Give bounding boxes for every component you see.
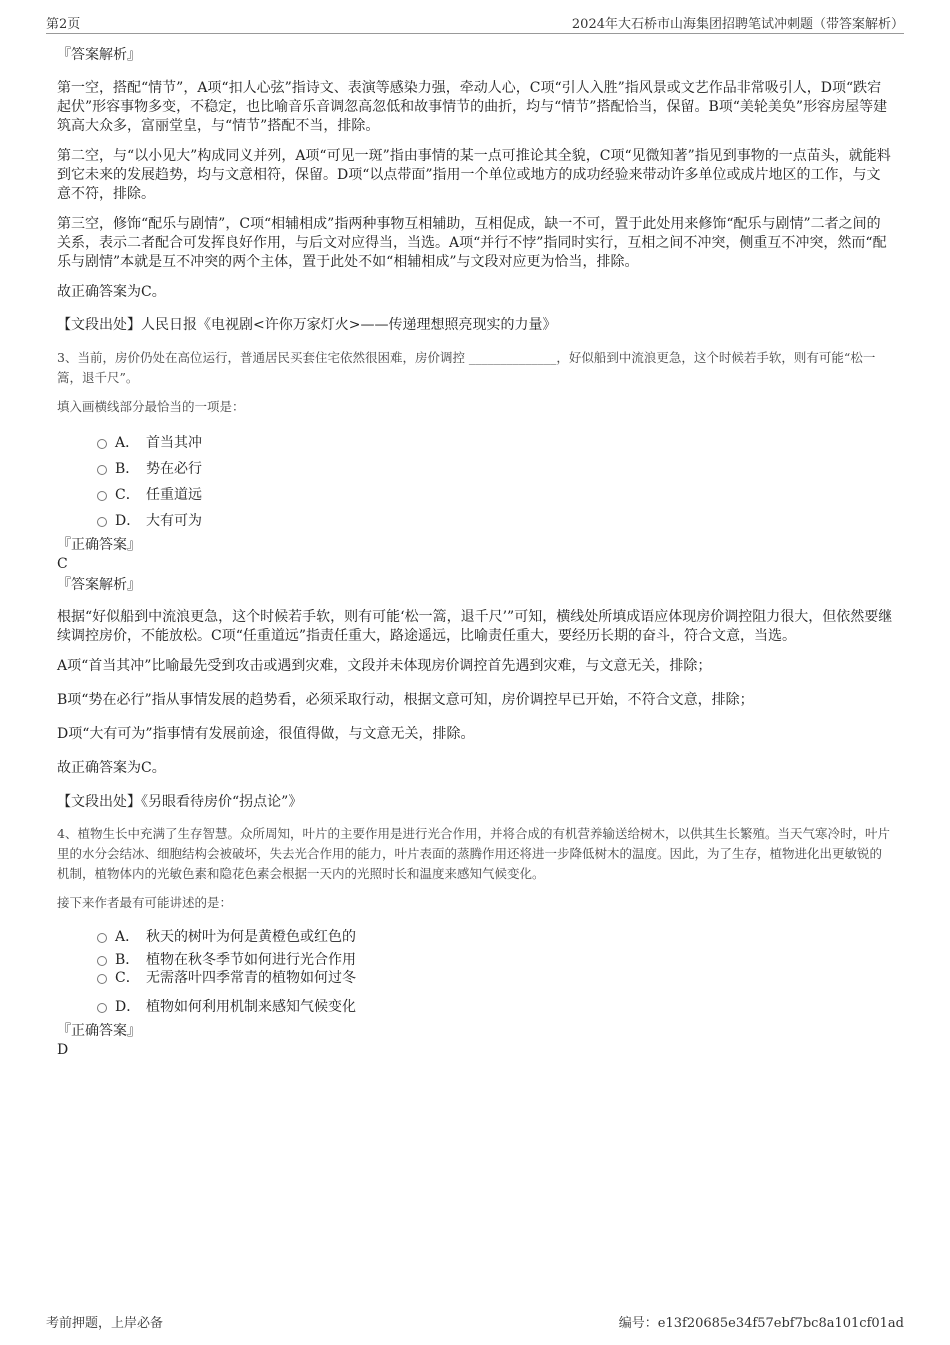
q4-option-c[interactable]: C． 无需落叶四季常青的植物如何过冬 bbox=[57, 970, 893, 994]
q4-option-d[interactable]: D． 植物如何利用机制来感知气候变化 bbox=[57, 994, 893, 1020]
q3-stem: 3、当前，房价仍处在高位运行，普通居民买套住宅依然很困难，房价调控 ______________，好似船到中流浪更急，这个时候若手软，则有可能“松一篙，退千尺”。 bbox=[57, 350, 876, 385]
page-header bbox=[46, 13, 904, 34]
radio-icon[interactable] bbox=[97, 956, 107, 966]
q4-option-a[interactable]: A． 秋天的树叶为何是黄橙色或红色的 bbox=[57, 924, 893, 950]
q3-analysis-paragraph: D项“大有可为”指事情有发展前途，很值得做，与文意无关，排除。 bbox=[57, 726, 475, 742]
document-title: 2024年大石桥市山海集团招聘笔试冲刺题（带答案解析） bbox=[571, 17, 904, 32]
q3-analysis-paragraph: B项“势在必行”指从事情发展的趋势看，必须采取行动，根据文意可知，房价调控早已开始，不符合文意，排除； bbox=[57, 692, 754, 708]
q4-options bbox=[57, 924, 893, 1020]
page-content bbox=[57, 46, 893, 1060]
q3-answer: C bbox=[57, 556, 68, 572]
q2-analysis-paragraph: 第二空，与“以小见大”构成同义并列，A项“可见一斑”指由事情的某一点可推论其全貌，C项“见微知著”指见到事物的一点苗头，就能料到它未来的发展趋势，均与文意相符，保留。D项“以点带面”指用一个单位或地方的成功经验来带动许多单位或成片地区的工作，与文意不符，排除。 bbox=[57, 148, 891, 202]
document-id: 编号：e13f20685e34f57ebf7bc8a101cf01ad bbox=[618, 1316, 904, 1331]
radio-icon[interactable] bbox=[97, 517, 107, 527]
radio-icon[interactable] bbox=[97, 974, 107, 984]
radio-icon[interactable] bbox=[97, 465, 107, 475]
q3-prompt: 填入画横线部分最恰当的一项是： bbox=[57, 399, 245, 414]
q3-options bbox=[57, 430, 893, 534]
q2-analysis-paragraph: 第一空，搭配“情节”，A项“扣人心弦”指诗文、表演等感染力强，牵动人心，C项“引人入胜”指风景或文艺作品非常吸引人，D项“跌宕起伏”形容事物多变，不稳定，也比喻音乐音调忽高忽低和故事情节的曲折，均与“情节”搭配恰当，保留。B项“美轮美奂”形容房屋等建筑高大众多，富丽堂皇，与“情节”搭配不当，排除。 bbox=[57, 80, 888, 134]
q2-analysis-label: 『答案解析』 bbox=[57, 47, 141, 63]
q3-option-c[interactable]: C． 任重道远 bbox=[57, 482, 893, 508]
q3-analysis-paragraph: 根据“好似船到中流浪更急，这个时候若手软，则有可能‘松一篙，退千尺’”可知，横线处所填成语应体现房价调控阻力很大，但依然要继续调控房价，不能放松。C项“任重道远”指责任重大，路途遥远，比喻责任重大，要经历长期的奋斗，符合文意，当选。 bbox=[57, 609, 893, 644]
q4-stem: 4、植物生长中充满了生存智慧。众所周知，叶片的主要作用是进行光合作用，并将合成的有机营养输送给树木，以供其生长繁殖。当天气寒冷时，叶片里的水分会结冰、细胞结构会被破坏，失去光合作用的能力，叶片表面的蒸腾作用还将进一步降低树木的温度。因此，为了生存，植物进化出更敏锐的机制，植物体内的光敏色素和隐花色素会根据一天内的光照时长和温度来感知气候变化。 bbox=[57, 826, 890, 881]
radio-icon[interactable] bbox=[97, 491, 107, 501]
q3-analysis-label: 『答案解析』 bbox=[57, 577, 141, 593]
page-footer bbox=[46, 1312, 904, 1332]
q2-conclusion: 故正确答案为C。 bbox=[57, 284, 166, 300]
q3-option-a[interactable]: A． 首当其冲 bbox=[57, 430, 893, 456]
q3-source: 【文段出处】《另眼看待房价“拐点论”》 bbox=[57, 794, 303, 810]
q2-analysis-paragraph: 第三空，修饰“配乐与剧情”，C项“相辅相成”指两种事物互相辅助，互相促成，缺一不可，置于此处用来修饰“配乐与剧情”二者之间的关系，表示二者配合可发挥良好作用，与后文对应得当，当选。A项“并行不悖”指同时实行，互相之间不冲突，侧重互不冲突，然而“配乐与剧情”本就是互不冲突的两个主体，置于此处不如“相辅相成”与文段对应更为恰当，排除。 bbox=[57, 216, 887, 270]
radio-icon[interactable] bbox=[97, 933, 107, 943]
q4-prompt: 接下来作者最有可能讲述的是： bbox=[57, 895, 233, 910]
radio-icon[interactable] bbox=[97, 1003, 107, 1013]
q3-option-d[interactable]: D． 大有可为 bbox=[57, 508, 893, 534]
q4-answer-label: 『正确答案』 bbox=[57, 1023, 141, 1039]
q3-conclusion: 故正确答案为C。 bbox=[57, 760, 166, 776]
q4-option-b[interactable]: B． 植物在秋冬季节如何进行光合作用 bbox=[57, 950, 893, 970]
q3-answer-label: 『正确答案』 bbox=[57, 537, 141, 553]
q2-source: 【文段出处】人民日报《电视剧<许你万家灯火>——传递理想照亮现实的力量》 bbox=[57, 317, 557, 333]
radio-icon[interactable] bbox=[97, 439, 107, 449]
footer-slogan: 考前押题，上岸必备 bbox=[46, 1316, 164, 1331]
q4-answer: D bbox=[57, 1042, 69, 1058]
q3-analysis-paragraph: A项“首当其冲”比喻最先受到攻击或遇到灾难，文段并未体现房价调控首先遇到灾难，与文意无关，排除； bbox=[57, 658, 712, 674]
q3-option-b[interactable]: B． 势在必行 bbox=[57, 456, 893, 482]
page-number: 第2页 bbox=[46, 17, 81, 32]
